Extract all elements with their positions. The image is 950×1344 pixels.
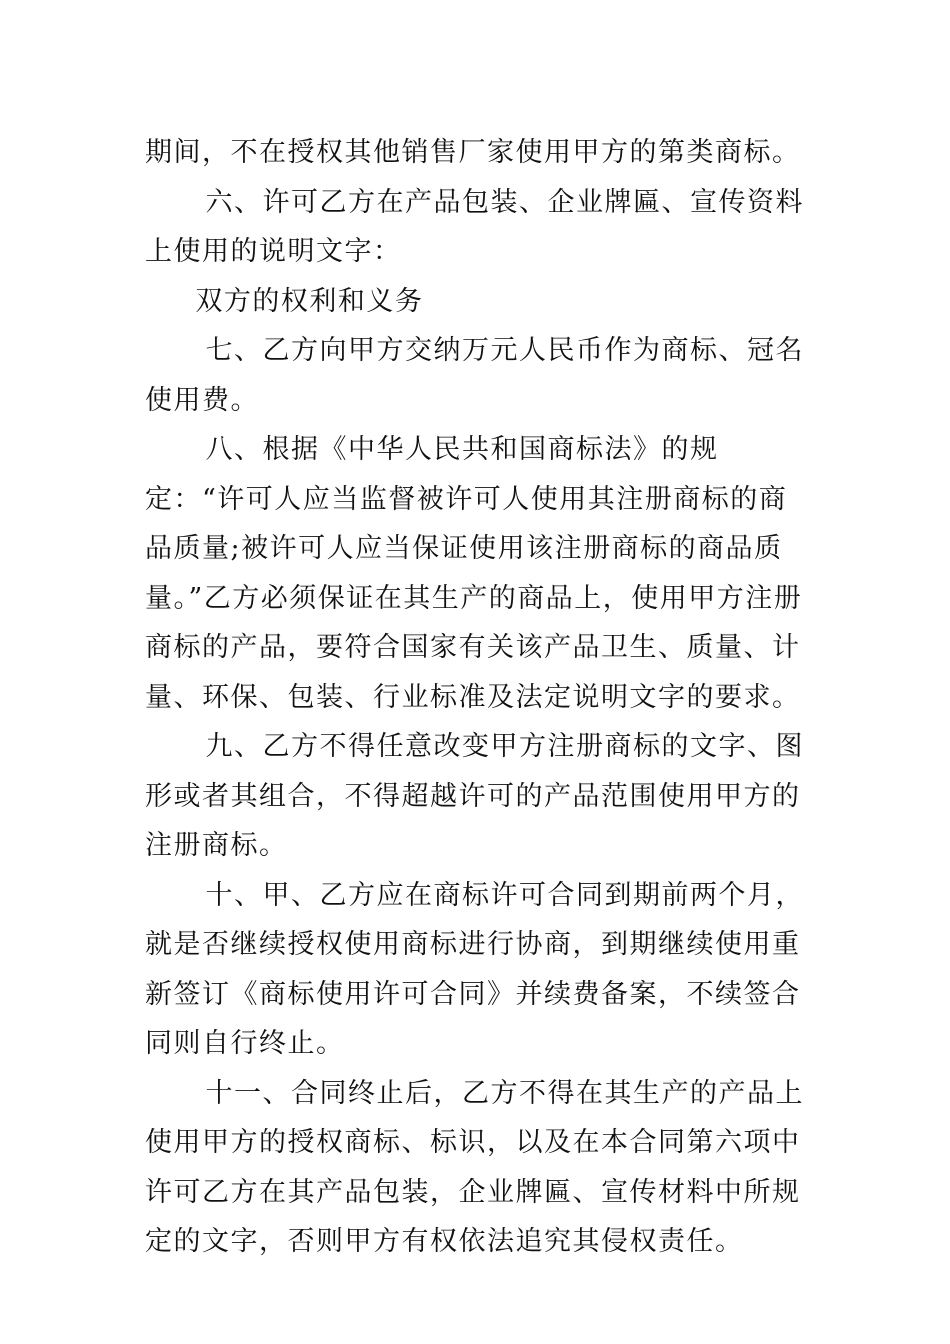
section-heading-rights-obligations: 双方的权利和义务 [145, 285, 424, 317]
paragraph-clause-9: 九、乙方不得任意改变甲方注册商标的文字、图形或者其组合，不得超越许可的产品范围使用甲方的注册商标。 [145, 731, 804, 861]
paragraph-clause-7: 七、乙方向甲方交纳万元人民币作为商标、冠名使用费。 [145, 335, 804, 416]
paragraph-clause-11: 十一、合同终止后，乙方不得在其生产的产品上使用甲方的授权商标、标识，以及在本合同第六项中许可乙方在其产品包装，企业牌匾、宣传材料中所规定的文字，否则甲方有权依法追究其侵权责任。 [145, 1077, 804, 1257]
paragraph-clause-10: 十、甲、乙方应在商标许可合同到期前两个月，就是否继续授权使用商标进行协商，到期继续使用重新签订《商标使用许可合同》并续费备案，不续签合同则自行终止。 [145, 879, 804, 1059]
paragraph-continuation: 期间，不在授权其他销售厂家使用甲方的第类商标。 [145, 137, 801, 168]
paragraph-clause-8: 八、根据《中华人民共和国商标法》的规定：“许可人应当监督被许可人使用其注册商标的商品质量;被许可人应当保证使用该注册商标的商品质量。”乙方必须保证在其生产的商品上，使用甲方注册商标的产品，要符合国家有关该产品卫生、质量、计量、环保、包装、行业标准及法定说明文字的要求。 [145, 434, 803, 713]
document-body [145, 128, 810, 1267]
paragraph-clause-6: 六、许可乙方在产品包装、企业牌匾、宣传资料上使用的说明文字： [145, 186, 804, 267]
